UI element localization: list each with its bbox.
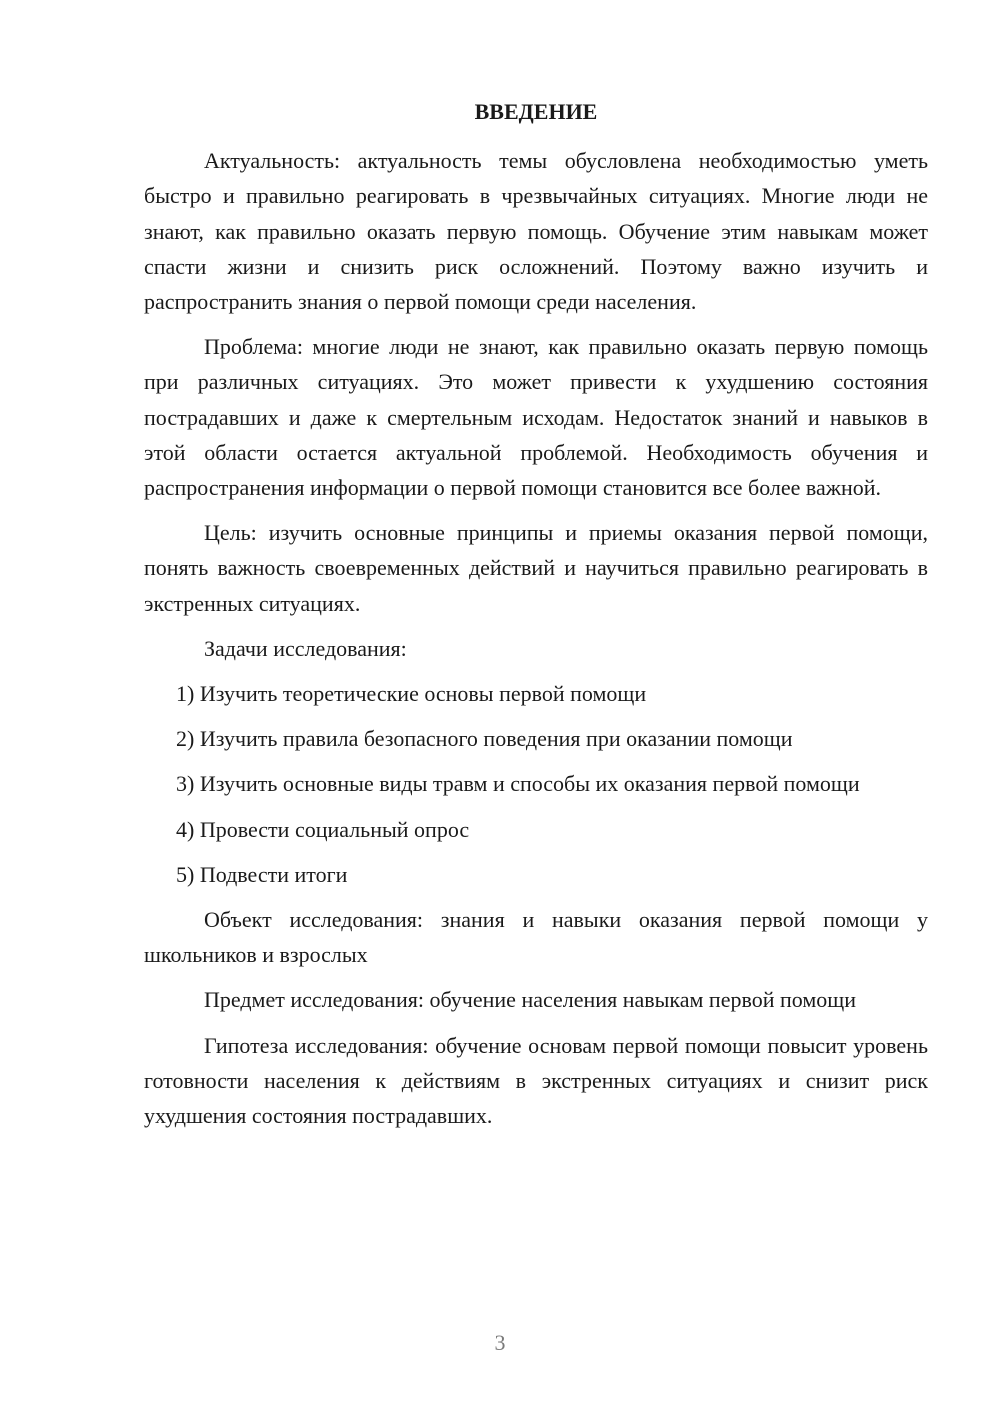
problem-paragraph: Проблема: многие люди не знают, как правильно оказать первую помощь при различных ситуациях. Это может привести к ухудшению состояния пострадавших и даже к смертельным исходам. Недостаток знаний и навыков в этой области остается актуальной проблемой. Необходимость обучения и распространения информации о первой помощи становится все более важной. xyxy=(144,334,928,501)
page-content xyxy=(144,94,928,1143)
hypothesis-paragraph: Гипотеза исследования: обучение основам первой помощи повысит уровень готовности населения к действиям в экстренных ситуациях и снизит риск ухудшения состояния пострадавших. xyxy=(144,1032,928,1129)
page-title: ВВЕДЕНИЕ xyxy=(474,99,598,124)
task-item-2: 2) Изучить правила безопасного поведения при оказании помощи xyxy=(176,726,793,752)
tasks-heading: Задачи исследования: xyxy=(204,635,407,661)
task-item-4: 4) Провести социальный опрос xyxy=(176,816,470,842)
page-number: 3 xyxy=(494,1330,506,1355)
task-item-5: 5) Подвести итоги xyxy=(176,861,348,887)
subject-paragraph: Предмет исследования: обучение населения навыкам первой помощи xyxy=(204,987,856,1013)
goal-paragraph: Цель: изучить основные принципы и приемы оказания первой помощи, понять важность своевременных действий и научиться правильно реагировать в экстренных ситуациях. xyxy=(144,520,928,616)
task-item-1: 1) Изучить теоретические основы первой помощи xyxy=(176,681,647,707)
relevance-paragraph: Актуальность: актуальность темы обусловлена необходимостью уметь быстро и правильно реагировать в чрезвычайных ситуациях. Многие люди не знают, как правильно оказать первую помощь. Обучение этим навыкам может спасти жизни и снизить риск осложнений. Поэтому важно изучить и распространить знания о первой помощи среди населения. xyxy=(144,148,928,315)
task-item-3: 3) Изучить основные виды травм и способы их оказания первой помощи xyxy=(176,771,860,797)
object-paragraph: Объект исследования: знания и навыки оказания первой помощи у школьников и взрослых xyxy=(144,907,928,968)
